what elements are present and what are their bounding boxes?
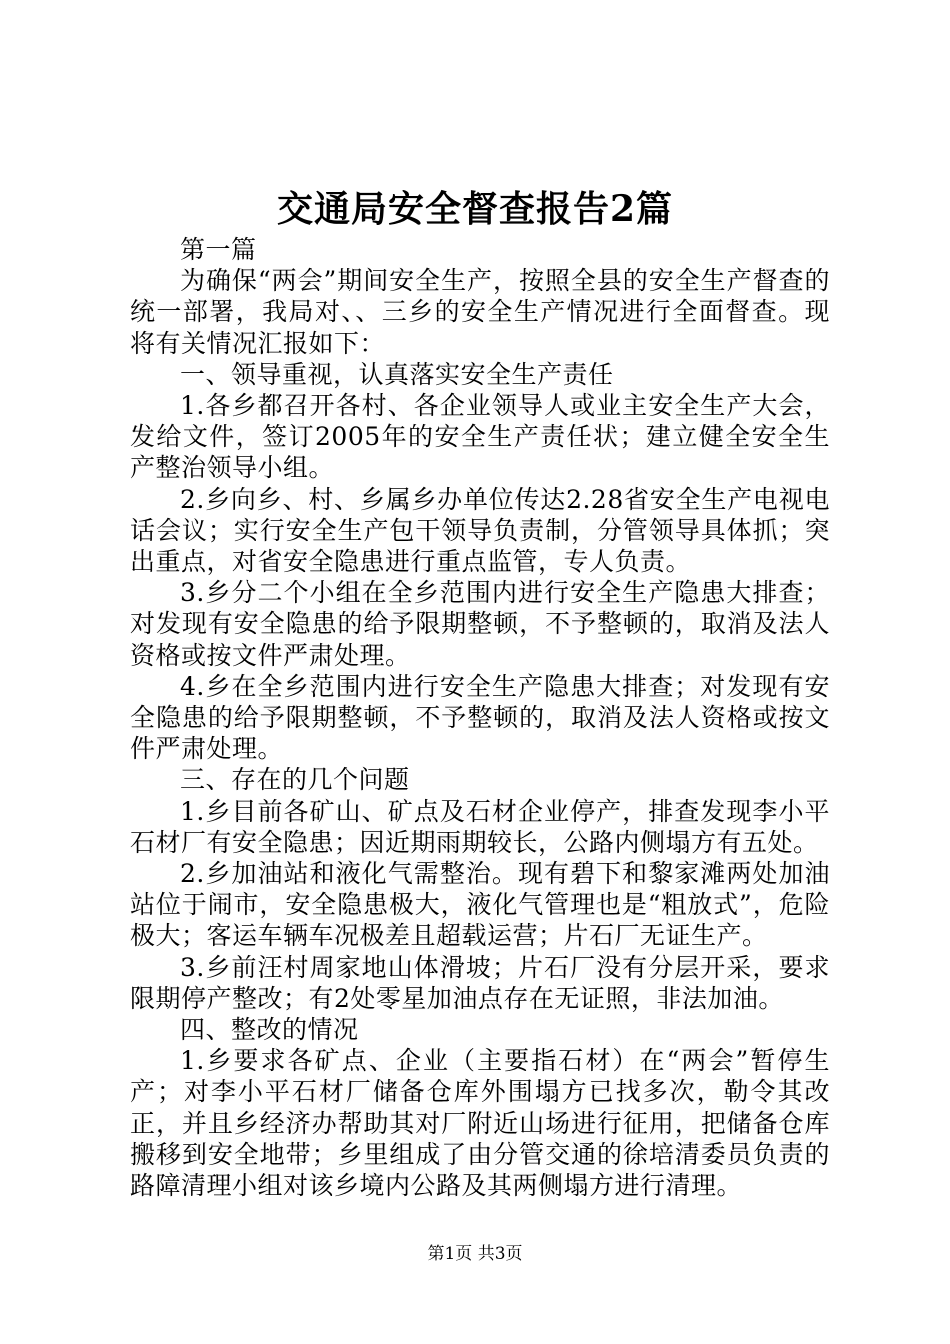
list-item: 4.乡在全乡范围内进行安全生产隐患大排查；对发现有安全隐患的给予限期整顿，不予整顿的，取消及法人资格或按文件严肃处理。 [130,671,830,764]
page-number: 第1页 共3页 [427,1244,523,1264]
list-item: 3.乡前汪村周家地山体滑坡；片石厂没有分层开采，要求限期停产整改；有2处零星加油点存在无证照，非法加油。 [130,952,830,1013]
list-item: 1.乡要求各矿点、企业（主要指石材）在“两会”暂停生产；对李小平石材厂储备仓库外围塌方已找多次，勒令其改正，并且乡经济办帮助其对厂附近山场进行征用，把储备仓库搬移到安全地带；乡里组成了由分管交通的徐培清委员负责的路障清理小组对该乡境内公路及其两侧塌方进行清理。 [130,1046,830,1201]
list-item: 3.乡分二个小组在全乡范围内进行安全生产隐患大排查；对发现有安全隐患的给予限期整顿，不予整顿的，取消及法人资格或按文件严肃处理。 [130,578,830,670]
document-title: 交通局安全督查报告2篇 [276,188,674,230]
list-item: 1.乡目前各矿山、矿点及石材企业停产，排查发现李小平石材厂有安全隐患；因近期雨期较长，公路内侧塌方有五处。 [130,796,830,857]
section-heading: 四、整改的情况 [180,1015,359,1045]
section-heading: 一、领导重视，认真落实安全生产责任 [180,359,614,389]
section-label: 第一篇 [180,235,257,264]
list-item: 2.乡加油站和液化气需整治。现有碧下和黎家滩两处加油站位于闹市，安全隐患极大，液化气管理也是“粗放式”，危险极大；客运车辆车况极差且超载运营；片石厂无证生产。 [130,859,830,951]
list-item: 2.乡向乡、村、乡属乡办单位传达2.28省安全生产电视电话会议；实行安全生产包干领导负责制，分管领导具体抓；突出重点，对省安全隐患进行重点监管，专人负责。 [130,484,830,577]
intro-paragraph: 为确保“两会”期间安全生产，按照全县的安全生产督查的统一部署，我局对、、三乡的安全生产情况进行全面督查。现将有关情况汇报如下： [130,266,830,358]
list-item: 1.各乡都召开各村、各企业领导人或业主安全生产大会，发给文件，签订2005年的安全生产责任状；建立健全安全生产整治领导小组。 [130,391,830,483]
document-body [130,234,830,1201]
section-heading: 三、存在的几个问题 [180,765,410,795]
